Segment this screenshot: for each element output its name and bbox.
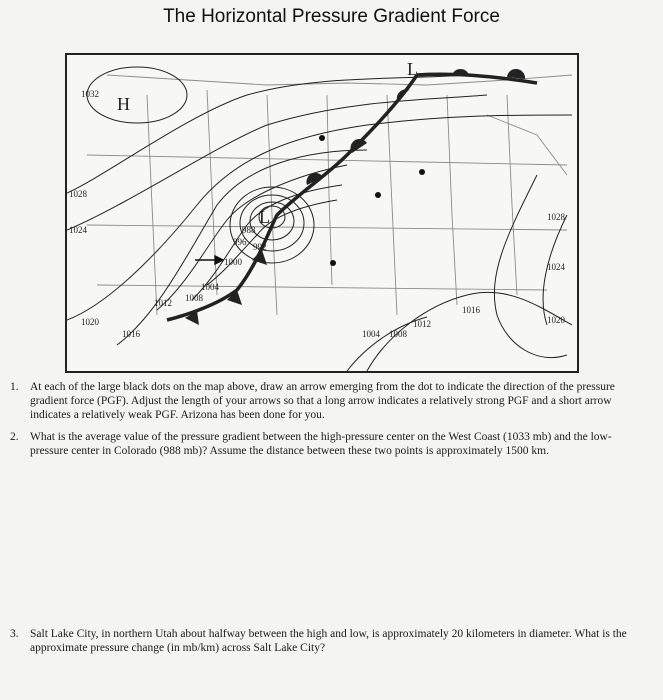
arizona-arrow (195, 256, 223, 264)
high-pressure-label: H (117, 94, 130, 114)
isobar-label: 1004 (362, 329, 380, 339)
large-dot (319, 135, 325, 141)
front-line (167, 74, 537, 320)
isobar-label: 1008 (389, 329, 407, 339)
front-end-label: L (407, 59, 418, 79)
isobar-map-svg (67, 55, 577, 371)
question-text: Salt Lake City, in northern Utah about halfway between the high and low, is approximately 20 kilometers in diameter. What is the approximate pressure change (in mb/km) across Salt Lake City? (30, 628, 627, 654)
isobar-label: 1012 (413, 319, 431, 329)
large-dot (330, 260, 336, 266)
isobar-1024 (67, 95, 487, 230)
state-borders (87, 75, 572, 315)
isobar-label: 1016 (462, 305, 480, 315)
isobar-label: 1028 (69, 189, 87, 199)
large-dot (375, 192, 381, 198)
question-2 (10, 430, 633, 458)
question-number: 3. (10, 628, 19, 640)
isobar-label: 1016 (122, 329, 140, 339)
isobar-1016 (117, 150, 367, 345)
question-number: 2. (10, 431, 19, 443)
isobar-label: 1012 (154, 298, 172, 308)
low-pressure-label: L (259, 207, 270, 227)
isobar-label: 1008 (185, 293, 203, 303)
isobar-label: 1004 (201, 282, 219, 292)
weather-map (65, 53, 579, 373)
question-text: What is the average value of the pressure gradient between the high-pressure center on the West Coast (1033 mb) and the low-pressure center in Colorado (988 mb)? Assume the distance between these two points is approximately 1500 km. (30, 431, 612, 457)
page-title: The Horizontal Pressure Gradient Force (163, 6, 500, 27)
question-1 (10, 380, 633, 422)
isobar-label: 1020 (547, 315, 565, 325)
isobar-label: 996 (233, 237, 247, 247)
isobar-label: 1024 (547, 262, 565, 272)
isobar-label: 1020 (81, 317, 99, 327)
isobar-label: 1032 (81, 89, 99, 99)
question-text: At each of the large black dots on the map above, draw an arrow emerging from the dot to indicate the direction of the pressure gradient force (PGF). Adjust the length of your arrows so that a long arrow indicates a relatively strong PGF and a short arrow indicates a relatively weak PGF. Arizona has been done for you. (30, 381, 615, 421)
question-number: 1. (10, 381, 19, 393)
isobar-label: 1024 (69, 225, 87, 235)
questions-section (10, 380, 633, 466)
isobar-label: 988 (242, 225, 256, 235)
isobars (67, 67, 572, 371)
isobar-1012 (157, 165, 347, 310)
isobar-label: 992 (253, 242, 267, 252)
isobar-1032 (87, 67, 187, 123)
isobar-label: 1028 (547, 212, 565, 222)
isobar-label: 1000 (224, 257, 242, 267)
isobar-1028 (67, 75, 467, 193)
large-dot (419, 169, 425, 175)
question-3 (10, 627, 633, 663)
